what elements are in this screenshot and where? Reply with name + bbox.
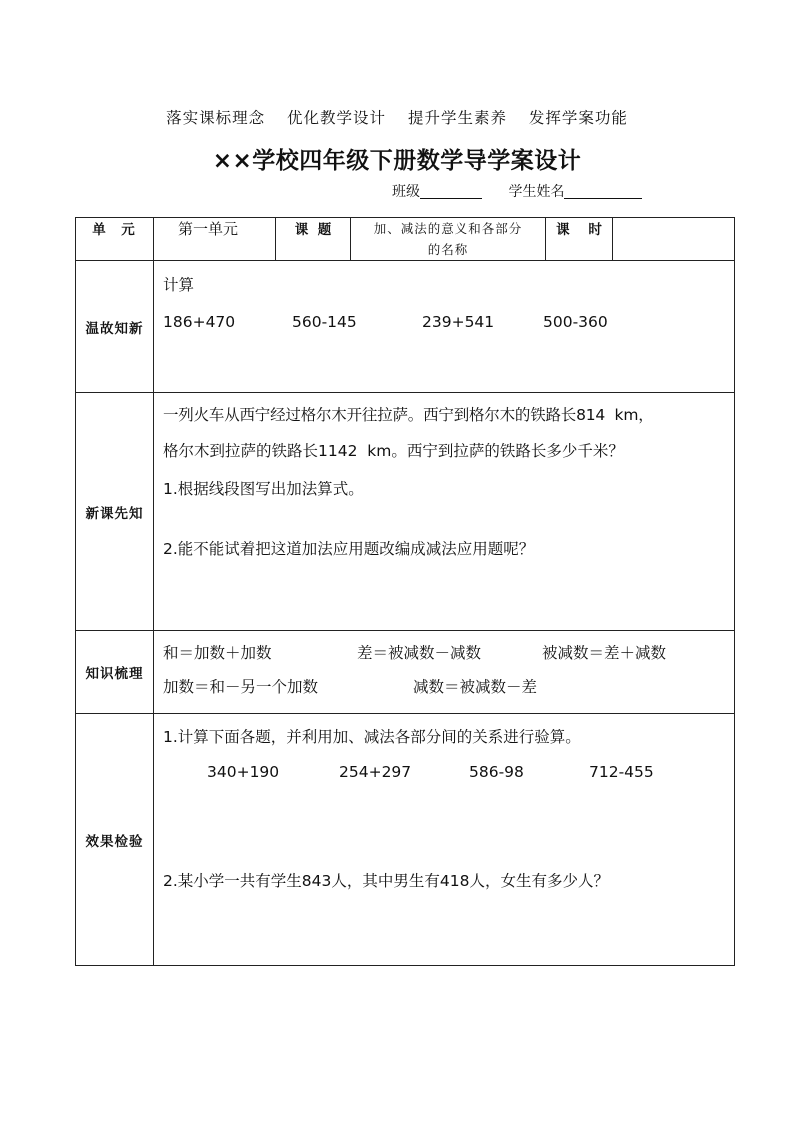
problem-line: 格尔木到拉萨的铁路长1142 km。西宁到拉萨的铁路长多少千米？ (163, 442, 624, 460)
topic-line: 的名称 (427, 242, 469, 257)
table-header-row (76, 218, 735, 261)
topic-value (351, 218, 546, 261)
motto-item: 落实课标理念 (166, 109, 266, 127)
calc-item: 712-455 (589, 763, 654, 781)
calc-item: 500-360 (543, 313, 608, 331)
check-question-1: 1.计算下面各题，并利用加、减法各部分间的关系进行验算。 (163, 728, 581, 746)
knowledge-content (154, 631, 735, 714)
name-blank[interactable] (564, 184, 642, 199)
calc-item: 560-145 (292, 313, 357, 331)
unit-label: 单 元 (76, 218, 154, 261)
student-info (392, 181, 642, 201)
review-content (154, 261, 735, 393)
motto-item: 发挥学案功能 (528, 109, 628, 127)
check-label: 效果检验 (76, 714, 154, 966)
new-lesson-content (154, 393, 735, 631)
calc-item: 254+297 (339, 763, 412, 781)
class-blank[interactable] (420, 184, 482, 199)
calc-item: 586-98 (469, 763, 524, 781)
review-items (163, 313, 734, 331)
motto-item: 优化教学设计 (287, 109, 387, 127)
motto-item: 提升学生素养 (407, 109, 507, 127)
question-2: 2.能不能试着把这道加法应用题改编成减法应用题呢？ (163, 540, 535, 558)
calc-item: 239+541 (422, 313, 495, 331)
period-label: 课 时 (546, 218, 613, 261)
check-content (154, 714, 735, 966)
review-label: 温故知新 (76, 261, 154, 393)
new-lesson-row (76, 393, 735, 631)
question-1: 1.根据线段图写出加法算式。 (163, 480, 364, 498)
name-label: 学生姓名 (508, 184, 565, 200)
check-question-2: 2.某小学一共有学生843人，其中男生有418人，女生有多少人？ (163, 872, 609, 890)
unit-value: 第一单元 (154, 218, 276, 261)
formula-row (163, 641, 734, 663)
calc-item: 340+190 (207, 763, 280, 781)
period-value[interactable] (613, 218, 735, 261)
check-items (163, 763, 734, 781)
motto-line (0, 106, 794, 128)
formula: 和＝加数＋加数 (163, 644, 272, 662)
review-heading: 计算 (163, 276, 195, 294)
knowledge-row (76, 631, 735, 714)
formula: 加数＝和－另一个加数 (163, 678, 319, 696)
problem-line: 一列火车从西宁经过格尔木开往拉萨。西宁到格尔木的铁路长814 km， (163, 406, 654, 424)
class-label: 班级 (392, 184, 420, 200)
check-row (76, 714, 735, 966)
formula: 差＝被减数－减数 (357, 644, 482, 662)
formula: 减数＝被减数－差 (413, 678, 538, 696)
review-row (76, 261, 735, 393)
formula-row (163, 675, 734, 697)
lesson-table (75, 217, 735, 966)
page-title: ××学校四年级下册数学导学案设计 (212, 148, 582, 174)
new-lesson-label: 新课先知 (76, 393, 154, 631)
knowledge-label: 知识梳理 (76, 631, 154, 714)
formula: 被减数＝差＋减数 (542, 644, 667, 662)
calc-item: 186+470 (163, 313, 236, 331)
topic-line: 加、减法的意义和各部分 (373, 221, 523, 236)
topic-label: 课 题 (276, 218, 351, 261)
